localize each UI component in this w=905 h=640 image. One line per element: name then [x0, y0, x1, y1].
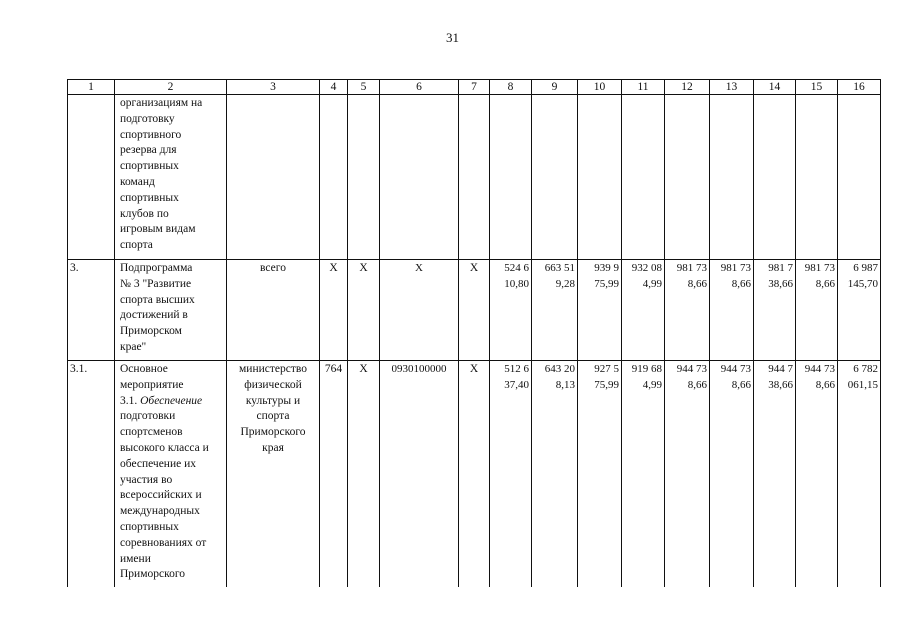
cell-text-plain: 3.1. — [120, 394, 141, 407]
page-number: 31 — [446, 30, 459, 45]
cell-text-line: спортивного — [120, 128, 182, 141]
header-row — [68, 80, 881, 95]
code-cell-c5: X — [348, 361, 380, 588]
amount-cell — [665, 260, 710, 361]
column-header-3: 3 — [227, 80, 320, 95]
amount-cell — [710, 361, 754, 588]
cell-text-line: обеспечение их — [120, 457, 196, 470]
column-header-15: 15 — [796, 80, 838, 95]
cell-text-line: крае" — [120, 340, 147, 353]
amount-text: 932 08 — [631, 262, 662, 274]
amount-cell — [710, 95, 754, 260]
amount-text: 939 9 — [594, 262, 619, 274]
cell-text-line: международных — [120, 505, 200, 518]
cell-text-line: физической — [244, 378, 302, 391]
cell-text-line: Приморского — [120, 568, 186, 581]
amount-text: 524 6 — [504, 262, 529, 274]
column-header-14: 14 — [754, 80, 796, 95]
code-cell-c6 — [380, 95, 459, 260]
amount-cell — [838, 260, 881, 361]
amount-cell — [490, 95, 532, 260]
column-header-6: 6 — [380, 80, 459, 95]
cell-text-line: всего — [260, 262, 286, 274]
amount-text: 8,13 — [555, 378, 575, 391]
cell-text-line: Подпрограмма — [120, 262, 193, 274]
code-cell-c4: 764 — [320, 361, 348, 588]
amount-text: 663 51 — [544, 262, 575, 274]
column-header-8: 8 — [490, 80, 532, 95]
column-header-11: 11 — [622, 80, 665, 95]
budget-table — [67, 79, 881, 587]
cell-text-line: участия во — [120, 473, 173, 486]
amount-cell — [796, 260, 838, 361]
cell-text-line: команд — [120, 175, 155, 188]
code-cell-c4: X — [320, 260, 348, 361]
amount-cell — [622, 260, 665, 361]
amount-cell — [710, 260, 754, 361]
amount-cell — [490, 260, 532, 361]
cell-text-italic: Обеспечение — [140, 394, 203, 407]
amount-text: 061,15 — [847, 378, 878, 391]
column-header-2: 2 — [115, 80, 227, 95]
row-number-cell: 3. — [68, 260, 115, 361]
row-number-cell: 3.1. — [68, 361, 115, 588]
amount-cell — [754, 361, 796, 588]
cell-text-line: высокого класса и — [120, 441, 209, 454]
amount-text: 8,66 — [815, 277, 835, 290]
amount-text: 8,66 — [687, 378, 707, 391]
cell-text-line: игровым видам — [120, 223, 196, 236]
code-cell-c7 — [459, 95, 490, 260]
column-header-12: 12 — [665, 80, 710, 95]
code-cell-c5: X — [348, 260, 380, 361]
amount-cell — [754, 95, 796, 260]
amount-text: 981 73 — [804, 262, 835, 274]
amount-cell — [578, 260, 622, 361]
cell-text-line: министерство — [239, 363, 307, 375]
cell-text-line: подготовку — [120, 112, 175, 125]
table-row — [68, 95, 881, 260]
amount-cell — [838, 95, 881, 260]
amount-text: 4,99 — [642, 378, 662, 391]
executor-cell — [227, 361, 320, 588]
amount-cell — [754, 260, 796, 361]
amount-cell — [622, 361, 665, 588]
cell-text-line: № 3 "Развитие — [120, 277, 192, 290]
cell-text-line: организациям на — [120, 97, 203, 109]
cell-text-line: резерва для — [120, 144, 177, 157]
code-cell-c7: X — [459, 260, 490, 361]
amount-text: 981 73 — [720, 262, 751, 274]
table-row — [68, 361, 881, 588]
cell-text-line: Приморском — [120, 325, 182, 338]
column-header-9: 9 — [532, 80, 578, 95]
amount-text: 944 73 — [676, 363, 707, 375]
executor-cell — [227, 260, 320, 361]
cell-text-line: всероссийских и — [120, 489, 202, 502]
cell-text-line: соревнованиях от — [120, 536, 207, 549]
amount-text: 4,99 — [642, 277, 662, 290]
amount-text: 37,40 — [504, 378, 529, 391]
table-row — [68, 260, 881, 361]
cell-text-line: спортивных — [120, 520, 179, 533]
code-cell-c4 — [320, 95, 348, 260]
code-cell-c6: 0930100000 — [380, 361, 459, 588]
column-header-7: 7 — [459, 80, 490, 95]
amount-cell — [796, 361, 838, 588]
code-cell-c5 — [348, 95, 380, 260]
description-cell — [115, 95, 227, 260]
amount-text: 6 782 — [853, 363, 878, 375]
cell-text-line: спорта — [256, 410, 290, 423]
column-header-13: 13 — [710, 80, 754, 95]
amount-cell — [532, 260, 578, 361]
amount-cell — [532, 95, 578, 260]
amount-cell — [665, 361, 710, 588]
amount-text: 981 7 — [768, 262, 793, 274]
column-header-1: 1 — [68, 80, 115, 95]
cell-text-line: края — [262, 441, 284, 454]
column-header-4: 4 — [320, 80, 348, 95]
amount-text: 75,99 — [594, 277, 619, 290]
column-header-5: 5 — [348, 80, 380, 95]
amount-cell — [578, 361, 622, 588]
cell-text-line: подготовки — [120, 410, 176, 423]
cell-text-line: достижений в — [120, 309, 188, 322]
cell-text-line: имени — [120, 552, 151, 565]
cell-text-line: мероприятие — [120, 378, 184, 391]
amount-cell — [622, 95, 665, 260]
description-cell — [115, 260, 227, 361]
amount-cell — [665, 95, 710, 260]
amount-text: 9,28 — [555, 277, 575, 290]
amount-text: 8,66 — [731, 378, 751, 391]
code-cell-c7: X — [459, 361, 490, 588]
amount-cell — [490, 361, 532, 588]
amount-text: 38,66 — [768, 378, 793, 391]
amount-text: 6 987 — [853, 262, 878, 274]
cell-text-line: клубов по — [120, 207, 169, 220]
column-header-10: 10 — [578, 80, 622, 95]
description-cell — [115, 361, 227, 588]
amount-text: 981 73 — [676, 262, 707, 274]
amount-text: 944 7 — [768, 363, 793, 375]
cell-text-line: спортивных — [120, 160, 179, 173]
amount-text: 643 20 — [544, 363, 575, 375]
cell-text-line: спортсменов — [120, 426, 183, 439]
amount-text: 512 6 — [504, 363, 529, 375]
cell-text-line: культуры и — [245, 394, 301, 407]
cell-text-line: спорта высших — [120, 293, 195, 306]
amount-cell — [796, 95, 838, 260]
amount-cell — [838, 361, 881, 588]
cell-text-line: Приморского — [240, 426, 306, 439]
amount-text: 75,99 — [594, 378, 619, 391]
cell-text-line: спортивных — [120, 191, 179, 204]
amount-text: 8,66 — [687, 277, 707, 290]
amount-text: 944 73 — [804, 363, 835, 375]
column-header-16: 16 — [838, 80, 881, 95]
amount-text: 8,66 — [731, 277, 751, 290]
amount-text: 38,66 — [768, 277, 793, 290]
amount-text: 927 5 — [594, 363, 619, 375]
cell-text-line — [120, 394, 224, 410]
amount-text: 10,80 — [504, 277, 529, 290]
amount-text: 919 68 — [631, 363, 662, 375]
amount-text: 8,66 — [815, 378, 835, 391]
row-number-cell — [68, 95, 115, 260]
amount-cell — [578, 95, 622, 260]
code-cell-c6: X — [380, 260, 459, 361]
executor-cell — [227, 95, 320, 260]
cell-text-line: Основное — [120, 363, 168, 375]
amount-cell — [532, 361, 578, 588]
amount-text: 944 73 — [720, 363, 751, 375]
cell-text-line: спорта — [120, 239, 153, 252]
amount-text: 145,70 — [847, 277, 878, 290]
